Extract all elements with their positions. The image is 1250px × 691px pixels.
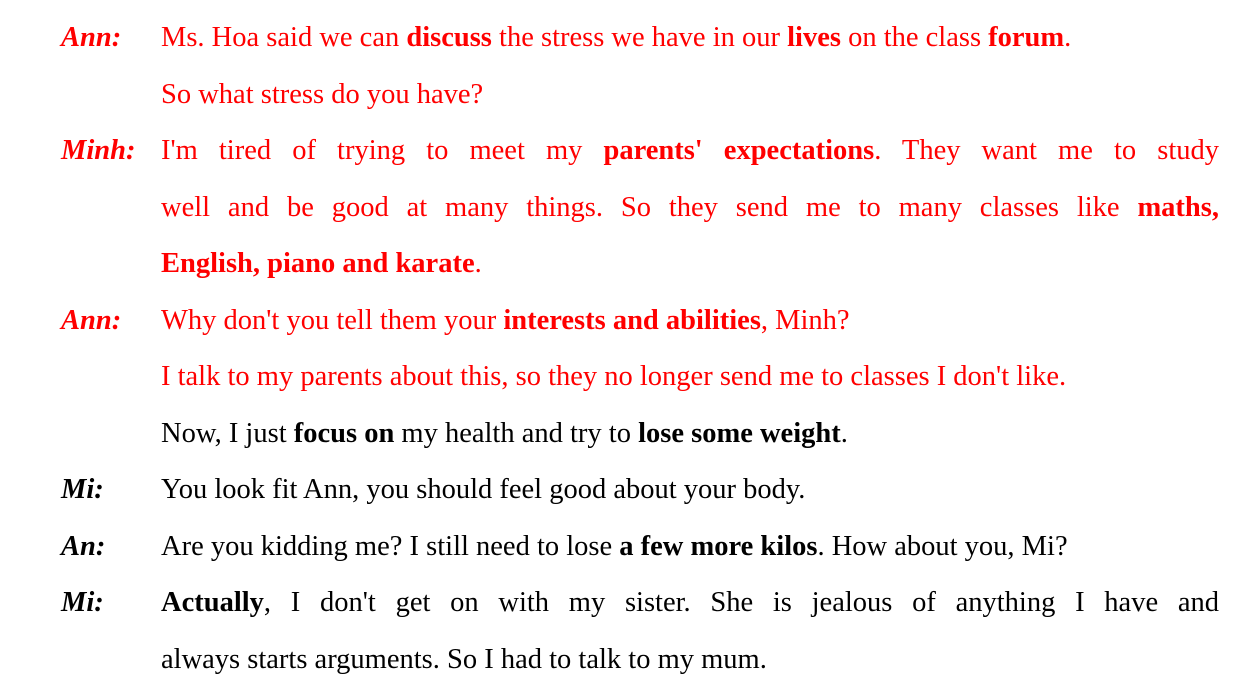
- speech-line: [161, 123, 1219, 180]
- dialogue-turn: [0, 293, 1250, 463]
- speech-segment: I'm tired of trying to meet my: [161, 135, 604, 166]
- speech-line: [161, 293, 1219, 350]
- speech-line: [161, 236, 1219, 293]
- speech-line: [161, 180, 1219, 237]
- speech-segment: . They want me to study: [874, 135, 1219, 166]
- key-phrase: Actually: [161, 587, 264, 618]
- key-phrase: a few more kilos: [619, 530, 818, 562]
- speech-segment: Why don't you tell them your: [161, 304, 504, 336]
- key-phrase: focus on: [293, 417, 395, 449]
- speech-line: [161, 406, 1219, 463]
- speech-segment: on the class: [840, 22, 989, 53]
- speech-segment: Are you kidding me? I still need to lose: [161, 530, 620, 562]
- speech-line: [161, 67, 1219, 124]
- speech-text: [161, 293, 1219, 463]
- speech-text: [161, 575, 1219, 688]
- speech-line: [161, 519, 1219, 576]
- speech-segment: my health and try to: [394, 417, 639, 449]
- speech-segment: .: [474, 248, 482, 279]
- key-phrase: discuss: [406, 22, 492, 53]
- speech-segment: Now, I just: [161, 417, 294, 449]
- speech-segment: So what stress do you have?: [161, 78, 484, 110]
- speech-segment: , Minh?: [760, 304, 850, 336]
- dialogue-turn: [0, 519, 1250, 576]
- speaker-name: Mi:: [61, 474, 104, 505]
- speech-segment: always starts arguments. So I had to talk to my mum.: [161, 643, 767, 675]
- speech-segment: . How about you, Mi?: [817, 530, 1068, 562]
- dialogue-turn: [0, 10, 1250, 123]
- speaker-name: Mi:: [61, 587, 104, 618]
- speaker-name: Ann:: [61, 304, 122, 336]
- key-phrase: lose some weight: [638, 417, 841, 449]
- speech-segment: I talk to my parents about this, so they no longer send me to classes I don't like.: [161, 361, 1067, 392]
- key-phrase: forum: [988, 22, 1065, 53]
- speech-segment: .: [1064, 22, 1072, 53]
- speech-line: [161, 632, 1219, 689]
- key-phrase: interests and abilities: [503, 304, 761, 336]
- key-phrase: parents' expectations: [603, 135, 875, 166]
- speech-segment: .: [840, 417, 848, 449]
- dialogue: [0, 10, 1250, 688]
- speech-line: [161, 575, 1219, 632]
- speech-text: [161, 123, 1219, 293]
- speech-line: [161, 10, 1219, 67]
- speech-segment: You look fit Ann, you should feel good about your body.: [161, 474, 806, 505]
- speech-text: [161, 519, 1219, 576]
- speech-segment: well and be good at many things. So they send me to many classes like: [161, 191, 1138, 223]
- key-phrase: English, piano and karate: [161, 248, 475, 279]
- speech-segment: , I don't get on with my sister. She is jealous of anything I have and: [263, 587, 1219, 618]
- key-phrase: lives: [787, 22, 841, 53]
- speaker-name: Ann:: [61, 22, 122, 53]
- speaker-name: An:: [61, 530, 106, 562]
- key-phrase: maths,: [1137, 191, 1219, 223]
- dialogue-turn: [0, 123, 1250, 293]
- speech-segment: Ms. Hoa said we can: [161, 22, 407, 53]
- speaker-name: Minh:: [61, 135, 136, 166]
- speech-line: [161, 462, 1219, 519]
- speech-text: [161, 462, 1219, 519]
- speech-segment: the stress we have in our: [491, 22, 788, 53]
- dialogue-turn: [0, 462, 1250, 519]
- speech-text: [161, 10, 1219, 123]
- dialogue-turn: [0, 575, 1250, 688]
- speech-line: [161, 349, 1219, 406]
